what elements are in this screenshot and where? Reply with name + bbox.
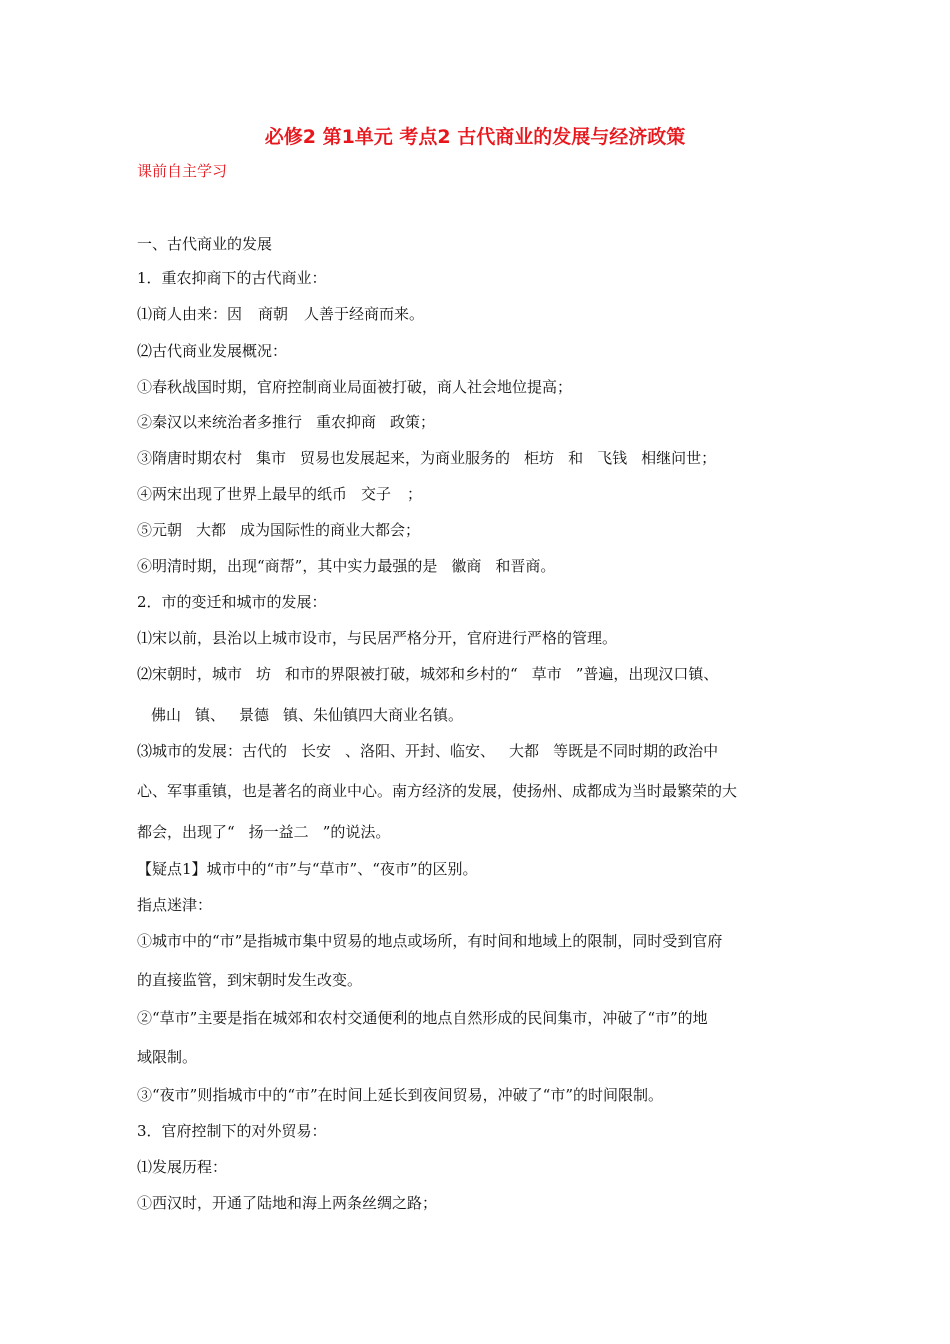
text-segment: ⑴商人由来：因 <box>137 305 243 323</box>
paragraph-line: ①西汉时，开通了陆地和海上两条丝绸之路； <box>137 1194 438 1212</box>
paragraph-line <box>137 484 422 504</box>
paragraph-line: ⑴发展历程： <box>137 1158 228 1176</box>
text-segment: 成为国际性的商业大都会； <box>240 521 421 539</box>
paragraph-line <box>137 448 716 468</box>
paragraph-line: ③“夜市”则指城市中的“市”在时间上延长到夜间贸易，冲破了“市”的时间限制。 <box>137 1086 664 1104</box>
text-segment: 镇、朱仙镇四大商业名镇。 <box>283 706 464 724</box>
paragraph-line: 的直接监管，到宋朝时发生改变。 <box>137 971 363 989</box>
paragraph-line <box>151 705 463 725</box>
answer-blank: 飞钱 <box>597 449 628 467</box>
text-segment: 相继问世； <box>641 449 717 467</box>
paragraph-line: 域限制。 <box>137 1048 198 1066</box>
text-segment: ③隋唐时期农村 <box>137 449 243 467</box>
paragraph-line <box>137 556 555 576</box>
paragraph-line <box>137 664 718 684</box>
paragraph-line: ⑴宋以前，县治以上城市设市，与民居严格分开，官府进行严格的管理。 <box>137 629 618 647</box>
section-heading: 一、古代商业的发展 <box>137 235 273 253</box>
text-segment: 和市的界限被打破，城郊和乡村的“ <box>285 665 518 683</box>
paragraph-line: ①春秋战国时期，官府控制商业局面被打破，商人社会地位提高； <box>137 378 573 396</box>
answer-blank: 交子 <box>361 485 392 503</box>
page-subtitle: 课前自主学习 <box>137 162 228 180</box>
answer-blank: 草市 <box>531 665 562 683</box>
page-title: 必修2 第1单元 考点2 古代商业的发展与经济政策 <box>264 126 686 148</box>
item-heading: 3．官府控制下的对外贸易： <box>137 1122 327 1140</box>
paragraph-line: 心、军事重镇，也是著名的商业中心。南方经济的发展，使扬州、成都成为当时最繁荣的大 <box>137 782 738 800</box>
text-segment: ； <box>407 485 423 503</box>
text-segment: 人善于经商而来。 <box>304 305 425 323</box>
answer-blank: 扬一益二 <box>248 823 309 841</box>
answer-blank: 徽商 <box>451 557 482 575</box>
paragraph-line <box>137 412 435 432</box>
text-segment: 政策； <box>390 413 436 431</box>
answer-blank: 重农抑商 <box>316 413 377 431</box>
text-segment: 等既是不同时期的政治中 <box>553 742 719 760</box>
item-heading: 2．市的变迁和城市的发展： <box>137 593 327 611</box>
item-heading: 1．重农抑商下的古代商业： <box>137 269 327 287</box>
text-segment: 镇、 <box>195 706 226 724</box>
tip-heading: 指点迷津： <box>137 896 213 914</box>
doubt-heading: 【疑点1】城市中的“市”与“草市”、“夜市”的区别。 <box>137 860 478 878</box>
paragraph-line <box>137 304 424 324</box>
paragraph-line: ②“草市”主要是指在城郊和农村交通便利的地点自然形成的民间集市，冲破了“市”的地 <box>137 1009 708 1027</box>
text-segment: ④两宋出现了世界上最早的纸币 <box>137 485 348 503</box>
paragraph-line: ⑵古代商业发展概况： <box>137 342 288 360</box>
text-segment: 、洛阳、开封、临安、 <box>345 742 496 760</box>
answer-blank: 商朝 <box>258 305 289 323</box>
paragraph-line: ①城市中的“市”是指城市集中贸易的地点或场所，有时间和地域上的限制，同时受到官府 <box>137 932 723 950</box>
text-segment: 贸易也发展起来，为商业服务的 <box>300 449 511 467</box>
answer-blank: 佛山 <box>151 706 182 724</box>
paragraph-line <box>137 822 390 842</box>
text-segment: ⑶城市的发展：古代的 <box>137 742 288 760</box>
answer-blank: 大都 <box>509 742 540 760</box>
answer-blank: 集市 <box>256 449 287 467</box>
answer-blank: 长安 <box>301 742 332 760</box>
text-segment: ⑵宋朝时，城市 <box>137 665 243 683</box>
answer-blank: 柜坊 <box>524 449 555 467</box>
paragraph-line <box>137 741 718 761</box>
text-segment: 和晋商。 <box>495 557 556 575</box>
answer-blank: 大都 <box>196 521 227 539</box>
text-segment: ”的说法。 <box>322 823 391 841</box>
answer-blank: 坊 <box>256 665 272 683</box>
paragraph-line <box>137 520 420 540</box>
text-segment: ②秦汉以来统治者多推行 <box>137 413 303 431</box>
text-segment: ”普遍，出现汉口镇、 <box>575 665 719 683</box>
text-segment: ⑤元朝 <box>137 521 183 539</box>
text-segment: ⑥明清时期，出现“商帮”，其中实力最强的是 <box>137 557 438 575</box>
text-segment: 都会，出现了“ <box>137 823 235 841</box>
text-segment: 和 <box>568 449 584 467</box>
answer-blank: 景德 <box>239 706 270 724</box>
